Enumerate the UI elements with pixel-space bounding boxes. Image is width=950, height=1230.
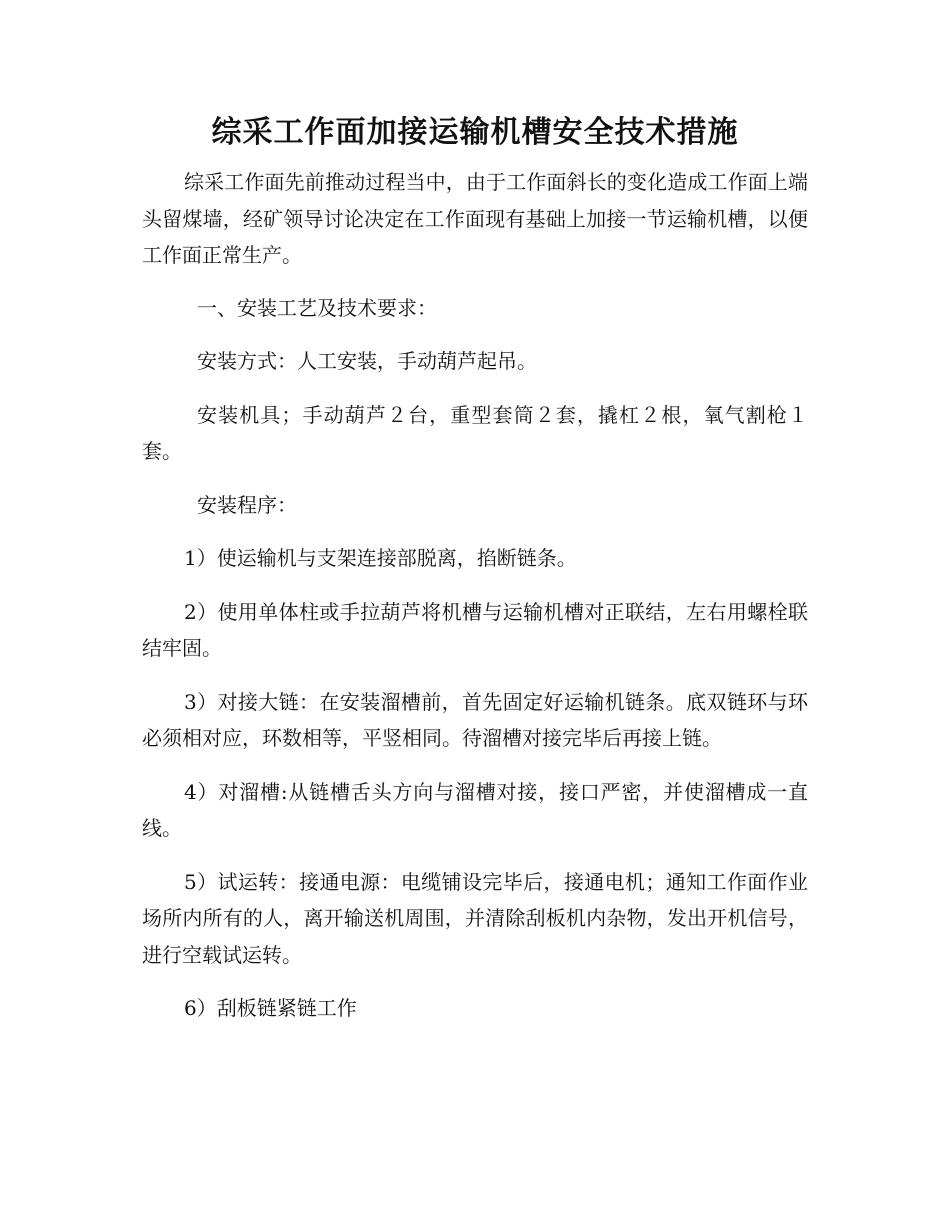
document-title: 综采工作面加接运输机槽安全技术措施 [211, 115, 739, 150]
document-body [142, 110, 808, 1044]
procedure-step-6: 6）刮板链紧链工作 [184, 996, 357, 1020]
procedure-step-4: 4）对溜槽:从链槽舌头方向与溜槽对接，接口严密，并使溜槽成一直线。 [142, 779, 808, 840]
install-tools-paragraph: 安装机具；手动葫芦２台，重型套筒２套，撬杠２根，氧气割枪１套。 [142, 402, 808, 463]
install-method-paragraph: 安装方式：人工安装，手动葫芦起吊。 [197, 349, 537, 373]
section-heading-install-process: 一、安装工艺及技术要求： [197, 295, 437, 320]
procedure-step-1: 1）使运输机与支架连接部脱离，掐断链条。 [184, 546, 577, 570]
procedure-step-2: 2）使用单体柱或手拉葫芦将机槽与运输机槽对正联结，左右用螺栓联结牢固。 [142, 599, 808, 660]
intro-paragraph: 综采工作面先前推动过程当中，由于工作面斜长的变化造成工作面上端头留煤墙，经矿领导讨论决定在工作面现有基础上加接一节运输机槽，以便工作面正常生产。 [142, 170, 808, 267]
procedure-step-3: 3）对接大链：在安装溜槽前，首先固定好运输机链条。底双链环与环必须相对应，环数相等，平竖相同。待溜槽对接完毕后再接上链。 [142, 689, 808, 750]
procedure-step-5: 5）试运转：接通电源：电缆铺设完毕后，接通电机；通知工作面作业场所内所有的人，离开输送机周围，并清除刮板机内杂物，发出开机信号，进行空载试运转。 [142, 869, 808, 967]
procedure-heading: 安装程序： [197, 492, 297, 517]
